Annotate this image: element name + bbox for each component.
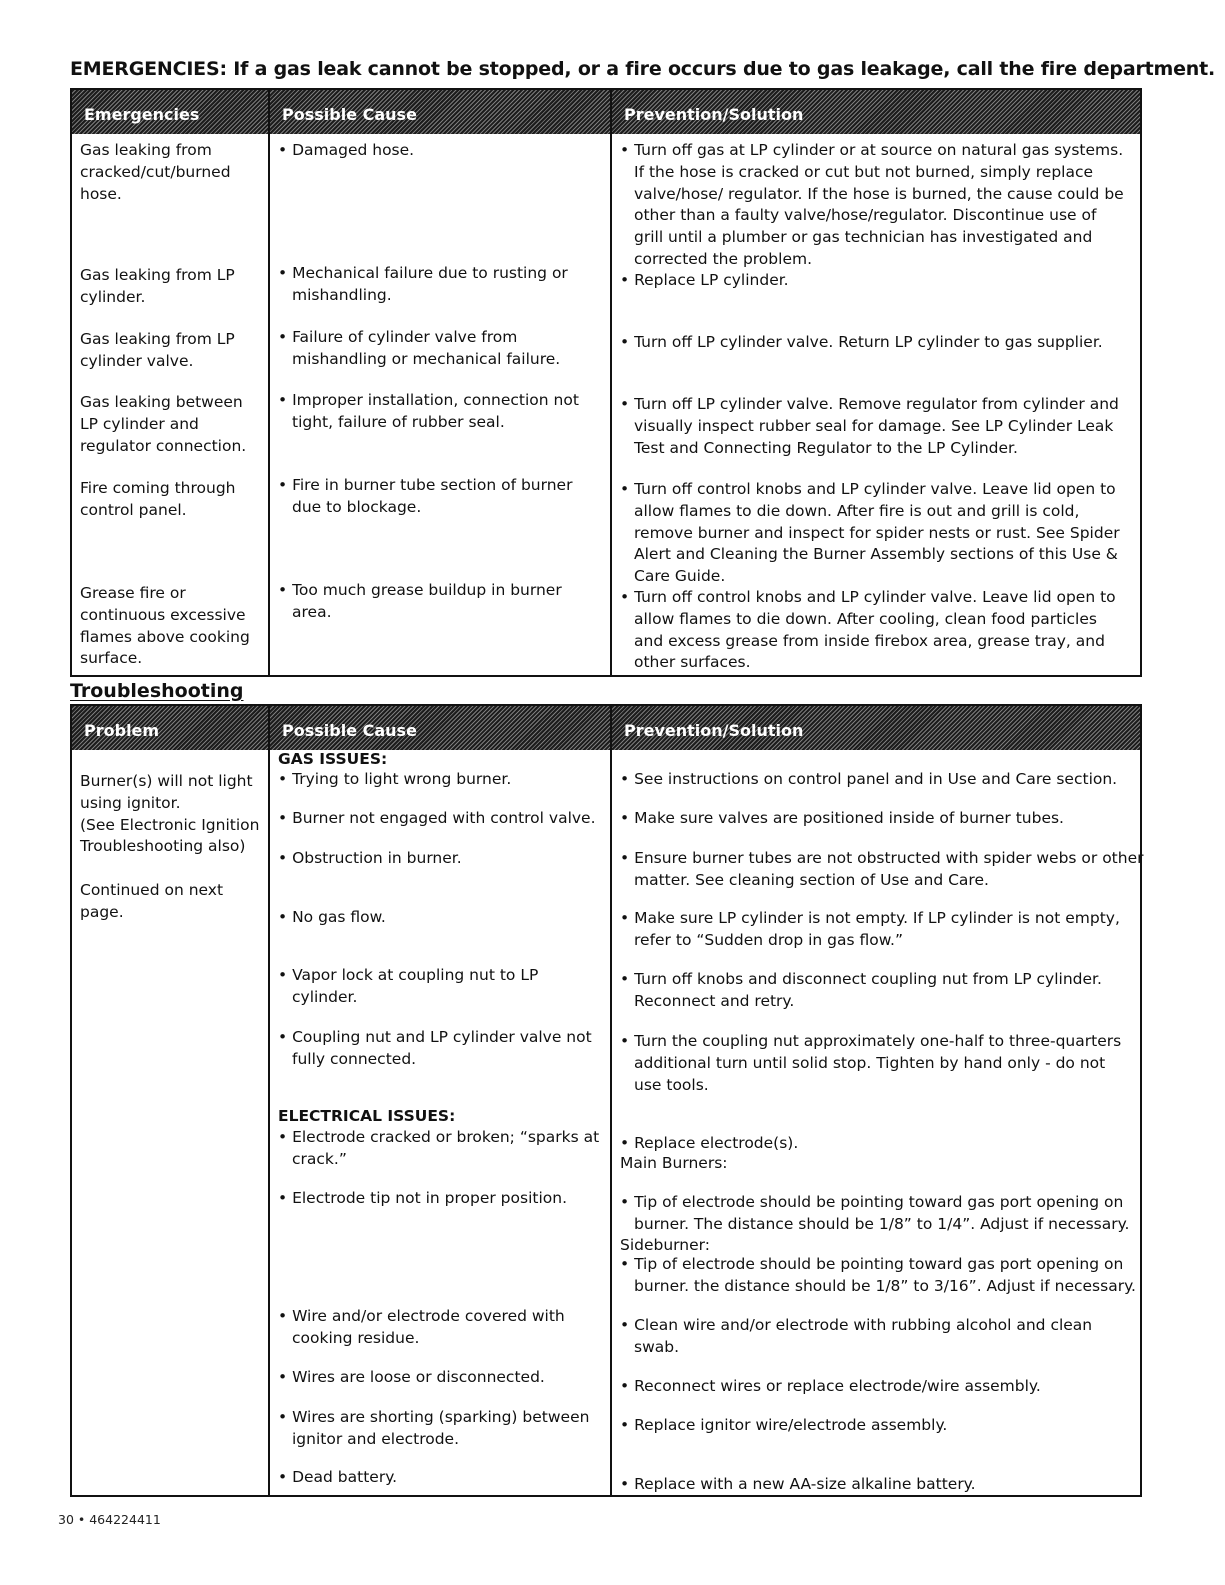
emergencies-table (70, 88, 1142, 677)
emergency-item: Grease fire or continuous excessive flames above cooking surface. (80, 584, 250, 668)
solution-item: • Turn off LP cylinder valve. Return LP cylinder to gas supplier. (620, 333, 1103, 351)
solution-column (610, 706, 1144, 1495)
cause-item: • Coupling nut and LP cylinder valve not fully connected. (278, 1028, 592, 1068)
cause-item: • Improper installation, connection not tight, failure of rubber seal. (278, 391, 579, 431)
cause-item: • Obstruction in burner. (278, 849, 462, 867)
solution-item: • Tip of electrode should be pointing toward gas port opening on burner. the distance should be 1/8” to 3/16”. Adjust if necessary. (620, 1255, 1136, 1295)
cause-item: • Burner not engaged with control valve. (278, 809, 596, 827)
cause-column (268, 706, 610, 1495)
column-header: Prevention/Solution (612, 90, 1140, 134)
emergency-item: Gas leaking from LP cylinder. (80, 266, 235, 306)
solution-item: • Reconnect wires or replace electrode/wire assembly. (620, 1377, 1041, 1395)
solution-item: • Replace LP cylinder. (620, 271, 789, 289)
cause-item: • Electrode tip not in proper position. (278, 1189, 567, 1207)
cause-item: • Too much grease buildup in burner area. (278, 581, 562, 621)
emergencies-column (72, 90, 268, 675)
solution-item: • Turn off knobs and disconnect coupling nut from LP cylinder. Reconnect and retry. (620, 970, 1102, 1010)
electrical-issues-heading: ELECTRICAL ISSUES: (278, 1107, 456, 1125)
cause-item: • Wire and/or electrode covered with cooking residue. (278, 1307, 565, 1347)
emergency-banner: EMERGENCIES: If a gas leak cannot be stopped, or a fire occurs due to gas leakage, call the fire department. (70, 58, 1216, 80)
cause-item: • Failure of cylinder valve from mishandling or mechanical failure. (278, 328, 561, 368)
cause-item: • Dead battery. (278, 1468, 398, 1486)
solution-item: • Make sure LP cylinder is not empty. If LP cylinder is not empty, refer to “Sudden drop in gas flow.” (620, 909, 1120, 949)
solution-item: • Turn off control knobs and LP cylinder valve. Leave lid open to allow flames to die down. After cooling, clean food particles and excess grease from inside firebox area, grease tray, and other surfaces. (620, 588, 1116, 672)
problem-item: Burner(s) will not light using ignitor. (See Electronic Ignition Troubleshooting also) (80, 772, 260, 856)
cause-item: • Damaged hose. (278, 141, 415, 159)
gas-issues-heading: GAS ISSUES: (278, 750, 388, 768)
subhead-main-burners: Main Burners: (620, 1154, 728, 1172)
problem-column (72, 706, 268, 1495)
section-title: Troubleshooting (70, 680, 244, 702)
solution-item: • Clean wire and/or electrode with rubbing alcohol and clean swab. (620, 1316, 1093, 1356)
solution-item: • Replace ignitor wire/electrode assembly. (620, 1416, 948, 1434)
cause-item: • Wires are shorting (sparking) between ignitor and electrode. (278, 1408, 590, 1448)
solution-column (610, 90, 1140, 675)
emergency-item: Fire coming through control panel. (80, 479, 236, 519)
column-header: Problem (72, 706, 268, 750)
solution-item: • Replace electrode(s). (620, 1134, 799, 1152)
solution-item: • Turn off control knobs and LP cylinder valve. Leave lid open to allow flames to die down. After fire is out and grill is cold, remove burner and inspect for spider nests or rust. See Spider Alert and Cleaning the Burner Assembly sections of this Use & Care Guide. (620, 480, 1120, 586)
cause-item: • Trying to light wrong burner. (278, 770, 512, 788)
column-header: Possible Cause (270, 706, 610, 750)
cause-item: • Vapor lock at coupling nut to LP cylinder. (278, 966, 539, 1006)
solution-item: • Ensure burner tubes are not obstructed with spider webs or other matter. See cleaning section of Use and Care. (620, 849, 1144, 889)
problem-note: Continued on next page. (80, 881, 224, 921)
column-header: Prevention/Solution (612, 706, 1140, 750)
solution-item: • Tip of electrode should be pointing toward gas port opening on burner. The distance should be 1/8” to 1/4”. Adjust if necessary. (620, 1193, 1130, 1233)
emergency-item: Gas leaking between LP cylinder and regulator connection. (80, 393, 247, 455)
column-header: Emergencies (72, 90, 268, 134)
cause-item: • Fire in burner tube section of burner due to blockage. (278, 476, 573, 516)
emergency-item: Gas leaking from cracked/cut/burned hose. (80, 141, 231, 203)
page-footer: 30 • 464224411 (58, 1512, 161, 1527)
emergency-item: Gas leaking from LP cylinder valve. (80, 330, 235, 370)
cause-column (268, 90, 610, 675)
solution-item: • Replace with a new AA-size alkaline battery. (620, 1475, 976, 1493)
subhead-sideburner: Sideburner: (620, 1236, 710, 1254)
cause-item: • No gas flow. (278, 908, 386, 926)
solution-item: • See instructions on control panel and in Use and Care section. (620, 770, 1118, 788)
column-header: Possible Cause (270, 90, 610, 134)
solution-item: • Turn the coupling nut approximately one-half to three-quarters additional turn until solid stop. Tighten by hand only - do not use tools. (620, 1032, 1122, 1094)
cause-item: • Wires are loose or disconnected. (278, 1368, 545, 1386)
cause-item: • Electrode cracked or broken; “sparks at crack.” (278, 1128, 600, 1168)
cause-item: • Mechanical failure due to rusting or mishandling. (278, 264, 568, 304)
solution-item: • Turn off gas at LP cylinder or at source on natural gas systems. If the hose is cracked or cut but not burned, simply replace valve/hose/ regulator. If the hose is burned, the cause could be other than a faulty valve/hose/regulator. Discontinue use of grill until a plumber or gas technician has investigated and corrected the problem. (620, 141, 1124, 268)
troubleshooting-table (70, 704, 1142, 1497)
solution-item: • Turn off LP cylinder valve. Remove regulator from cylinder and visually inspect rubber seal for damage. See LP Cylinder Leak Test and Connecting Regulator to the LP Cylinder. (620, 395, 1119, 457)
solution-item: • Make sure valves are positioned inside of burner tubes. (620, 809, 1064, 827)
